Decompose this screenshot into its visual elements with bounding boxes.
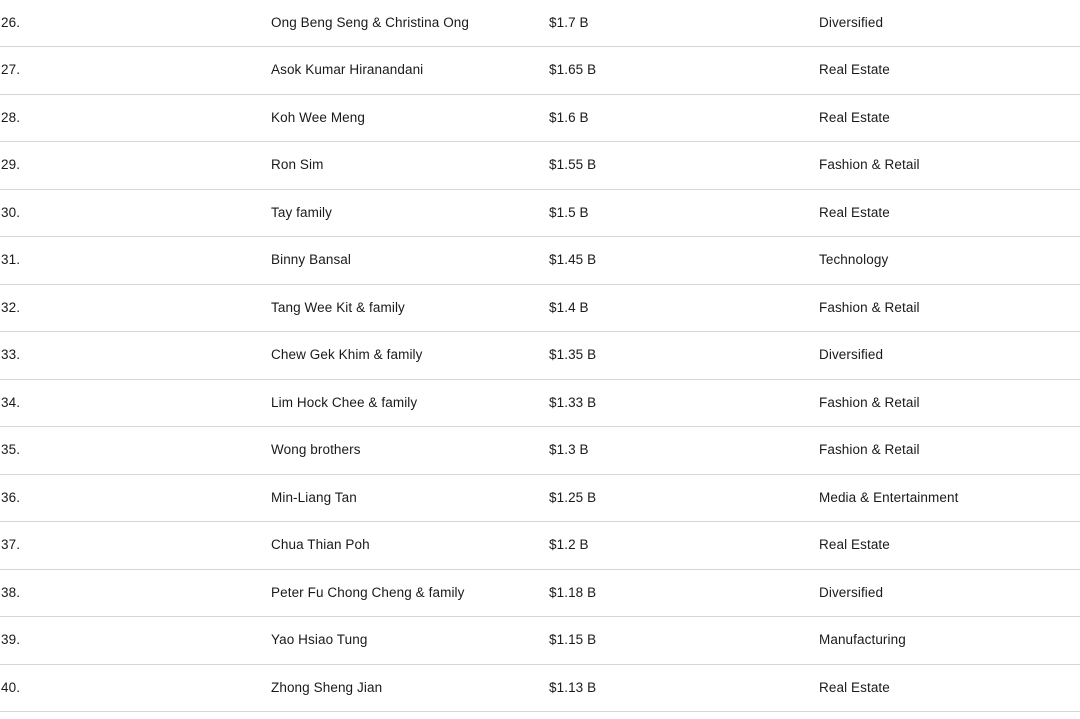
industry-cell: Fashion & Retail — [819, 394, 920, 410]
name-cell: Tang Wee Kit & family — [271, 299, 405, 315]
name-cell: Ron Sim — [271, 157, 324, 172]
table-row — [0, 617, 1080, 665]
table-row — [0, 0, 1080, 47]
table-row — [0, 47, 1080, 95]
name-cell: Binny Bansal — [271, 252, 351, 267]
industry-cell: Fashion & Retail — [819, 442, 920, 457]
table-row — [0, 190, 1080, 238]
industry-cell: Real Estate — [819, 204, 890, 220]
industry-cell: Diversified — [819, 15, 884, 30]
name-cell: Min-Liang Tan — [271, 489, 357, 505]
name-cell: Peter Fu Chong Cheng & family — [271, 584, 465, 600]
rank-cell: 35. — [1, 442, 21, 457]
rank-cell: 39. — [1, 632, 21, 647]
rank-cell: 33. — [1, 347, 21, 362]
table-row — [0, 237, 1080, 285]
industry-cell: Real Estate — [819, 109, 890, 125]
net-worth-cell: $1.6 B — [549, 109, 589, 125]
name-cell: Koh Wee Meng — [271, 109, 366, 125]
industry-cell: Real Estate — [819, 537, 890, 552]
net-worth-cell: $1.7 B — [549, 15, 589, 30]
net-worth-cell: $1.5 B — [549, 204, 589, 220]
net-worth-cell: $1.15 B — [549, 632, 597, 647]
table-row — [0, 95, 1080, 143]
table-row — [0, 285, 1080, 333]
net-worth-cell: $1.33 B — [549, 394, 597, 410]
industry-cell: Diversified — [819, 347, 884, 362]
industry-cell: Fashion & Retail — [819, 157, 920, 172]
industry-cell: Fashion & Retail — [819, 299, 920, 315]
table-row — [0, 332, 1080, 380]
name-cell: Chua Thian Poh — [271, 537, 370, 552]
rank-cell: 29. — [1, 157, 21, 172]
industry-cell: Technology — [819, 252, 889, 267]
table-row — [0, 475, 1080, 523]
rank-cell: 38. — [1, 584, 21, 600]
name-cell: Wong brothers — [271, 442, 361, 457]
table-row — [0, 142, 1080, 190]
net-worth-cell: $1.2 B — [549, 537, 589, 552]
rank-cell: 36. — [1, 489, 21, 505]
industry-cell: Media & Entertainment — [819, 489, 959, 505]
rank-cell: 31. — [1, 252, 21, 267]
name-cell: Lim Hock Chee & family — [271, 394, 418, 410]
net-worth-cell: $1.65 B — [549, 62, 597, 77]
name-cell: Tay family — [271, 204, 333, 220]
net-worth-cell: $1.25 B — [549, 489, 597, 505]
name-cell: Chew Gek Khim & family — [271, 347, 423, 362]
rank-cell: 27. — [1, 62, 21, 77]
net-worth-cell: $1.3 B — [549, 442, 589, 457]
table-row — [0, 380, 1080, 428]
name-cell: Yao Hsiao Tung — [271, 632, 368, 647]
name-cell: Zhong Sheng Jian — [271, 679, 383, 695]
net-worth-cell: $1.4 B — [549, 299, 589, 315]
table-row — [0, 570, 1080, 618]
net-worth-cell: $1.45 B — [549, 252, 597, 267]
net-worth-cell: $1.13 B — [549, 679, 597, 695]
net-worth-cell: $1.35 B — [549, 347, 597, 362]
rank-cell: 28. — [1, 109, 21, 125]
name-cell: Asok Kumar Hiranandani — [271, 62, 424, 77]
table-row — [0, 427, 1080, 475]
table-row — [0, 665, 1080, 713]
net-worth-cell: $1.18 B — [549, 584, 597, 600]
rank-cell: 40. — [1, 679, 21, 695]
industry-cell: Real Estate — [819, 679, 890, 695]
rank-cell: 26. — [1, 15, 21, 30]
industry-cell: Manufacturing — [819, 632, 906, 647]
industry-cell: Real Estate — [819, 62, 890, 77]
table-row — [0, 522, 1080, 570]
name-cell: Ong Beng Seng & Christina Ong — [271, 15, 470, 30]
rank-cell: 32. — [1, 299, 21, 315]
rank-cell: 37. — [1, 537, 21, 552]
rank-cell: 30. — [1, 204, 21, 220]
rank-cell: 34. — [1, 394, 21, 410]
industry-cell: Diversified — [819, 584, 884, 600]
net-worth-cell: $1.55 B — [549, 157, 597, 172]
